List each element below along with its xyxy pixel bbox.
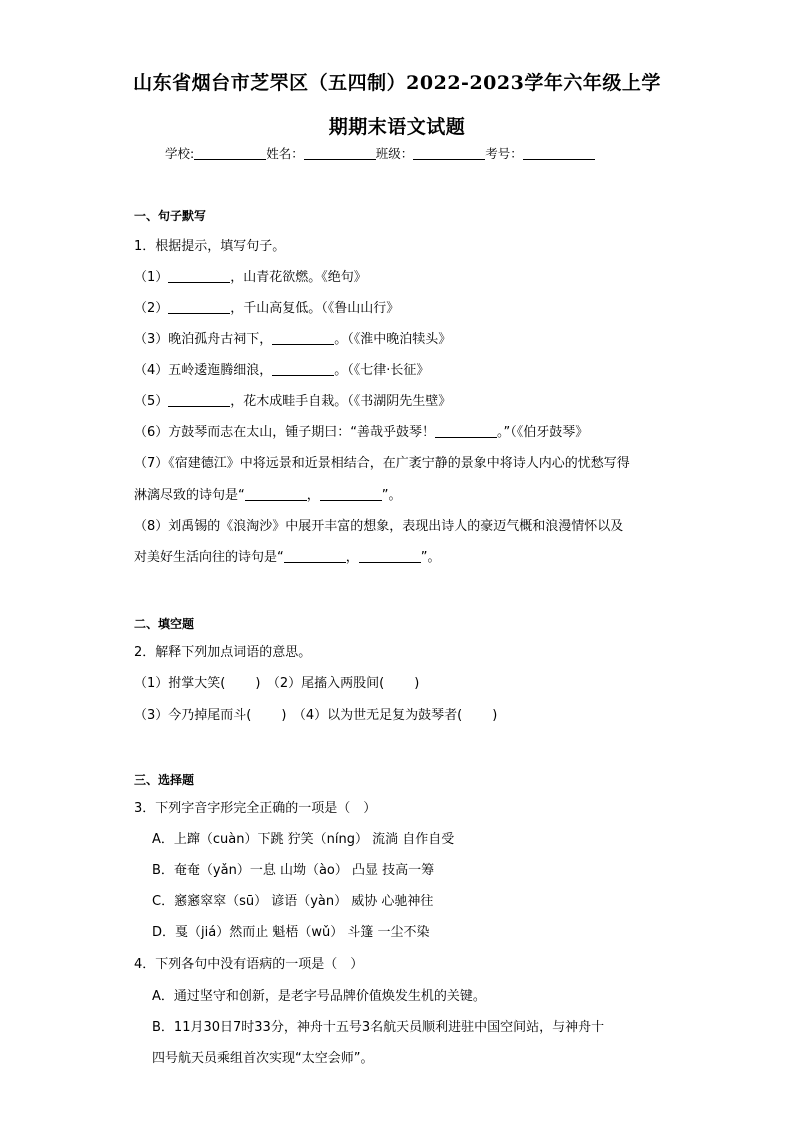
number-blank[interactable] <box>523 146 595 160</box>
q3-option-b[interactable]: B．奄奄（yǎn）一息 山坳（ào） 凸显 技高一筹 <box>152 863 435 878</box>
question2-prompt: 2．解释下列加点词语的意思。 <box>134 645 312 660</box>
exam-title-line2: 期期末语文试题 <box>328 116 466 138</box>
answer-blank[interactable] <box>245 487 307 501</box>
item-text: ”。 <box>381 488 402 503</box>
school-label: 学校: <box>165 146 195 161</box>
item-number: （5） <box>134 394 169 409</box>
number-label: 考号： <box>485 146 523 161</box>
answer-blank[interactable] <box>168 300 230 314</box>
item-text: 。（《七律·长征》 <box>334 363 430 378</box>
item-text: （1）拊掌大笑( <box>134 676 226 691</box>
school-blank[interactable] <box>194 146 266 160</box>
item-text: 。（《淮中晚泊犊头》 <box>334 332 452 347</box>
question3-prompt: 3．下列字音字形完全正确的一项是（ ） <box>134 801 377 816</box>
q3-option-a[interactable]: A．上蹿（cuàn）下跳 狞笑（níng） 流淌 自作自受 <box>152 832 455 847</box>
q3-option-d[interactable]: D．戛（jiá）然而止 魁梧（wǔ） 斗篷 一尘不染 <box>152 925 430 940</box>
answer-blank[interactable] <box>168 269 230 283</box>
answer-blank[interactable] <box>435 424 497 438</box>
section1-heading: 一、句子默写 <box>134 209 207 223</box>
question4-prompt: 4．下列各句中没有语病的一项是（ ） <box>134 957 364 972</box>
item-text: ) <box>414 676 420 691</box>
answer-blank[interactable] <box>272 362 334 376</box>
name-blank[interactable] <box>304 146 376 160</box>
q4-option-b-line1[interactable]: B．11月30日7时33分，神舟十五号3名航天员顺利进驻中国空间站，与神舟十 <box>152 1020 605 1035</box>
section2-heading: 二、填空题 <box>134 617 195 631</box>
exam-title-line1: 山东省烟台市芝罘区（五四制）2022-2023学年六年级上学 <box>133 72 661 94</box>
question1-prompt: 1．根据提示，填写句子。 <box>134 239 286 254</box>
item-text: ， <box>306 488 320 503</box>
student-info-row <box>165 144 595 162</box>
item-text: ， <box>345 550 359 565</box>
item-text: ) （4）以为世无足复为鼓琴者( <box>281 708 463 723</box>
answer-blank[interactable] <box>320 487 382 501</box>
q1-item-7-line1: （7）《宿建德江》中将远景和近景相结合，在广袤宁静的景象中将诗人内心的忧愁写得 <box>134 456 630 471</box>
q1-item-4 <box>134 359 429 378</box>
item-text: （3）晚泊孤舟古祠下， <box>134 332 273 347</box>
q1-item-6 <box>134 421 588 440</box>
item-text: ”。 <box>420 550 441 565</box>
q1-item-7-line2 <box>134 484 402 503</box>
q4-option-b-line2[interactable]: 四号航天员乘组首次实现“太空会师”。 <box>152 1051 374 1066</box>
q2-row-1 <box>134 672 419 691</box>
name-label: 姓名： <box>266 146 304 161</box>
item-text: ，千山高复低。（《鲁山山行》 <box>230 301 400 316</box>
answer-blank[interactable] <box>359 549 421 563</box>
q1-item-1 <box>134 266 367 285</box>
item-text: 。”（《伯牙鼓琴》 <box>497 425 589 440</box>
q1-item-8-line2 <box>134 546 441 565</box>
item-text: （4）五岭逶迤腾细浪， <box>134 363 273 378</box>
section3-heading: 三、选择题 <box>134 773 195 787</box>
q1-item-8-line1: （8）刘禹锡的《浪淘沙》中展开丰富的想象，表现出诗人的豪迈气概和浪漫情怀以及 <box>134 519 624 534</box>
item-text: 对美好生活向往的诗句是“ <box>134 550 284 565</box>
item-text: （3）今乃掉尾而斗( <box>134 708 252 723</box>
item-number: （2） <box>134 301 169 316</box>
item-number: （1） <box>134 270 169 285</box>
item-text: 淋漓尽致的诗句是“ <box>134 488 245 503</box>
item-text: ) （2）尾搐入两股间( <box>255 676 385 691</box>
answer-blank[interactable] <box>272 331 334 345</box>
q1-item-5 <box>134 390 451 409</box>
q1-item-3 <box>134 328 451 347</box>
class-label: 班级： <box>375 146 414 161</box>
answer-blank[interactable] <box>168 393 230 407</box>
item-text: ，山青花欲燃。《绝句》 <box>230 270 367 285</box>
q2-row-2 <box>134 704 497 723</box>
q4-option-a[interactable]: A．通过坚守和创新，是老字号品牌价值焕发生机的关键。 <box>152 989 486 1004</box>
class-blank[interactable] <box>413 146 485 160</box>
answer-blank[interactable] <box>284 549 346 563</box>
item-text: ) <box>492 708 498 723</box>
q1-item-2 <box>134 297 399 316</box>
item-text: （6）方鼓琴而志在太山，锺子期曰：“善哉乎鼓琴！ <box>134 425 436 440</box>
q3-option-c[interactable]: C．窸窸窣窣（sū） 谚语（yàn） 威协 心驰神往 <box>152 894 434 909</box>
item-text: ，花木成畦手自栽。（《书湖阴先生壁》 <box>230 394 452 409</box>
